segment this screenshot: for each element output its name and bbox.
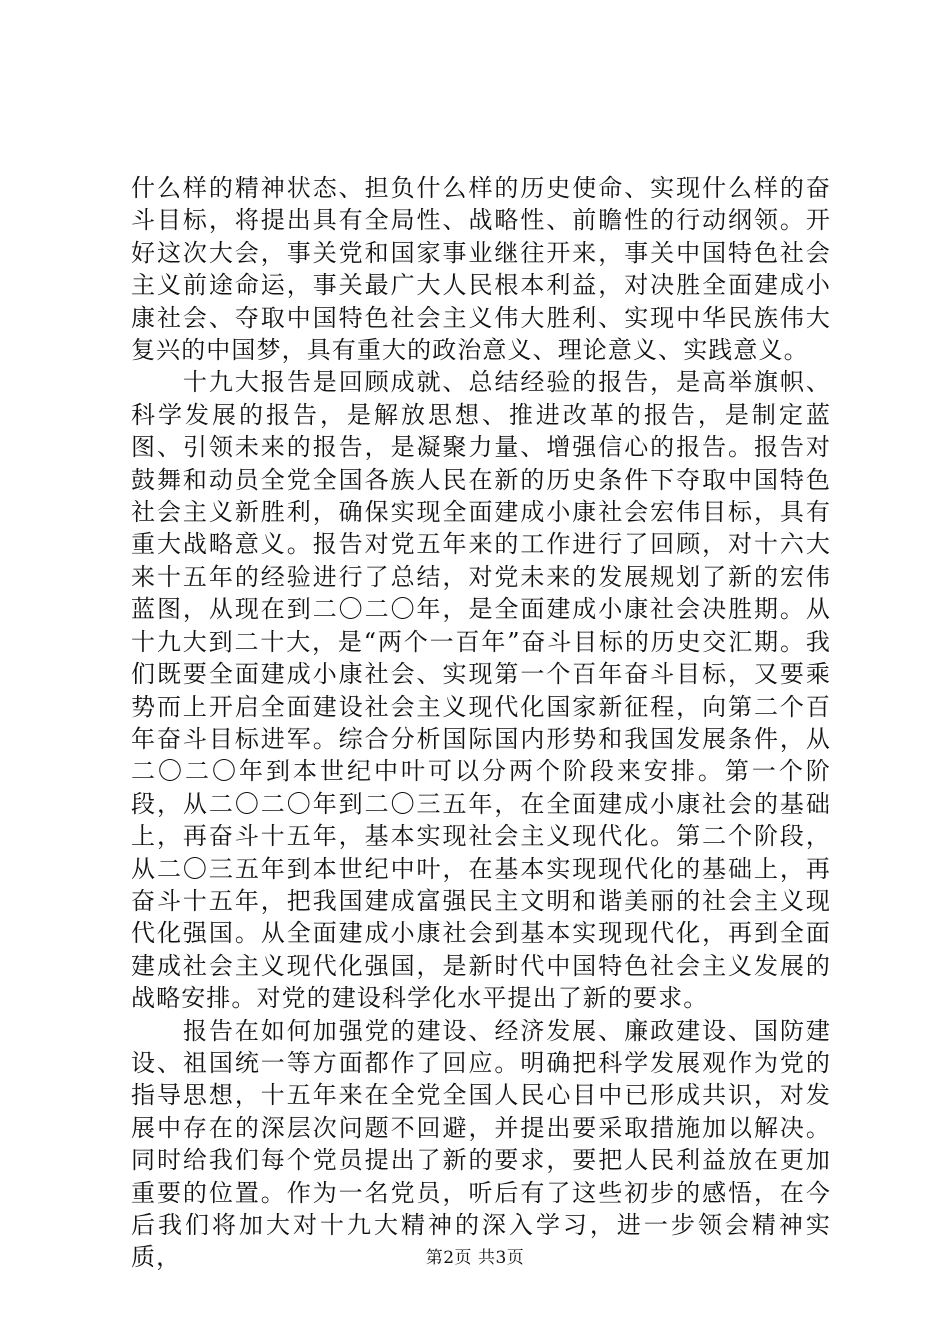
document-body <box>131 172 831 1274</box>
paragraph-3: 报告在如何加强党的建设、经济发展、廉政建设、国防建设、祖国统一等方面都作了回应。明确把科学发展观作为党的指导思想，十五年来在全党全国人民心目中已形成共识，对发展中存在的深层次问题不回避，并提出要采取措施加以解决。同时给我们每个党员提出了新的要求，要把人民利益放在更加重要的位置。作为一名党员，听后有了这些初步的感悟，在今后我们将加大对十九大精神的深入学习，进一步领会精神实质， <box>131 1016 831 1272</box>
paragraph-2: 十九大报告是回顾成就、总结经验的报告，是高举旗帜、科学发展的报告，是解放思想、推进改革的报告，是制定蓝图、引领未来的报告，是凝聚力量、增强信心的报告。报告对鼓舞和动员全党全国各族人民在新的历史条件下夺取中国特色社会主义新胜利，确保实现全面建成小康社会宏伟目标，具有重大战略意义。报告对党五年来的工作进行了回顾，对十六大来十五年的经验进行了总结，对党未来的发展规划了新的宏伟蓝图，从现在到二〇二〇年，是全面建成小康社会决胜期。从十九大到二十大，是“两个一百年”奋斗目标的历史交汇期。我们既要全面建成小康社会、实现第一个百年奋斗目标，又要乘势而上开启全面建设社会主义现代化国家新征程，向第二个百年奋斗目标进军。综合分析国际国内形势和我国发展条件，从二〇二〇年到本世纪中叶可以分两个阶段来安排。第一个阶段，从二〇二〇年到二〇三五年，在全面建成小康社会的基础上，再奋斗十五年，基本实现社会主义现代化。第二个阶段，从二〇三五年到本世纪中叶，在基本实现现代化的基础上，再奋斗十五年，把我国建成富强民主文明和谐美丽的社会主义现代化强国。从全面建成小康社会到基本实现现代化，再到全面建成社会主义现代化强国，是新时代中国特色社会主义发展的战略安排。对党的建设科学化水平提出了新的要求。 <box>131 368 831 1013</box>
page-number-footer: 第2页 共3页 <box>425 1248 525 1268</box>
paragraph-1: 什么样的精神状态、担负什么样的历史使命、实现什么样的奋斗目标，将提出具有全局性、战略性、前瞻性的行动纲领。开好这次大会，事关党和国家事业继往开来，事关中国特色社会主义前途命运，事关最广大人民根本利益，对决胜全面建成小康社会、夺取中国特色社会主义伟大胜利、实现中华民族伟大复兴的中国梦，具有重大的政治意义、理论意义、实践意义。 <box>131 174 831 365</box>
